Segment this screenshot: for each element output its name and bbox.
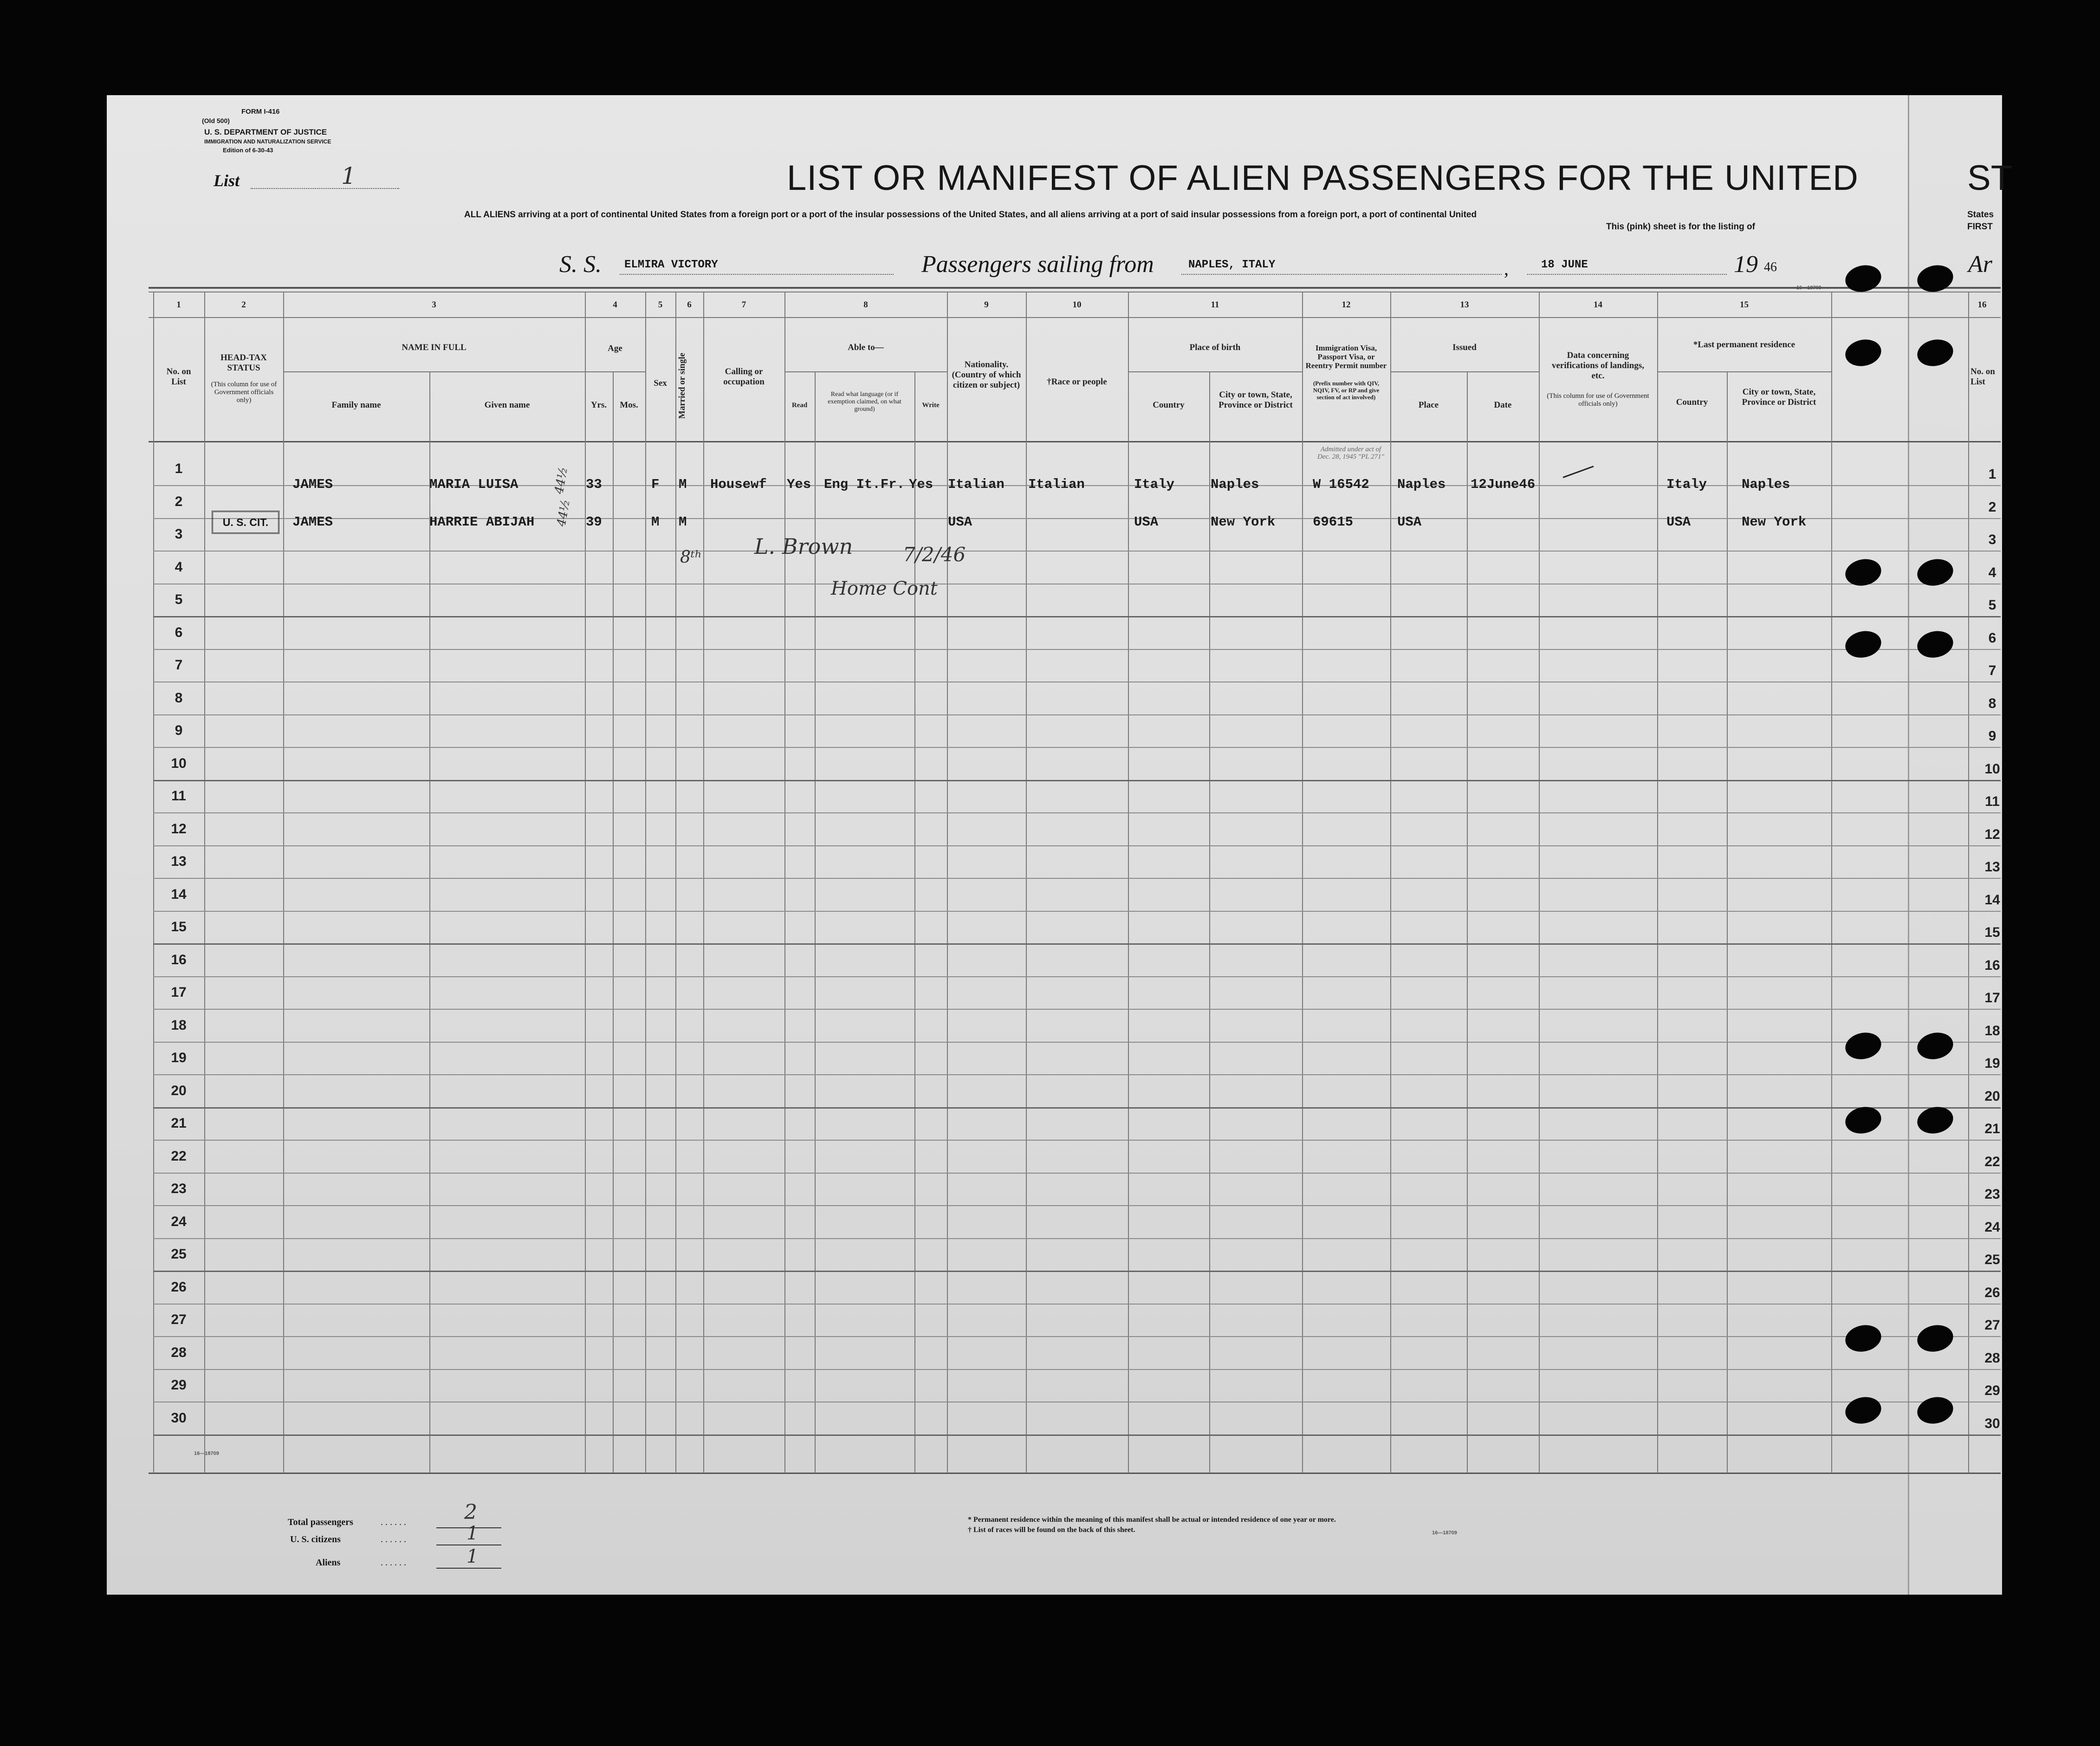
row-number: 16 xyxy=(171,952,187,967)
colnum-16: 16 xyxy=(1977,300,1987,310)
cell-birth-country: USA xyxy=(1134,514,1159,530)
department: U. S. DEPARTMENT OF JUSTICE xyxy=(204,128,327,136)
footnote-races: † List of races will be found on the back of this sheet. xyxy=(968,1526,1135,1534)
row-rule xyxy=(153,943,2001,945)
colnum-15: 15 xyxy=(1740,300,1749,310)
old-number: (Old 500) xyxy=(202,117,230,124)
row-number-right: 7 xyxy=(1988,663,1996,678)
row-number: 14 xyxy=(171,886,187,902)
row-rule xyxy=(153,616,2001,617)
hdr-no-on-list-cut: No. on List xyxy=(1970,367,1995,387)
hdr-given-name: Given name xyxy=(484,400,530,410)
row-rule xyxy=(153,551,2001,552)
list-label: List xyxy=(214,171,240,190)
row-number-right: 30 xyxy=(1984,1415,2000,1431)
row-number-right: 15 xyxy=(1984,925,2000,940)
footnote-residence: * Permanent residence within the meaning of this manifest shall be actual or intended residence of one year or more. xyxy=(968,1516,1336,1524)
col-divider-13a xyxy=(1467,371,1468,1473)
row-rule xyxy=(153,911,2001,912)
row-number-right: 10 xyxy=(1984,761,2000,777)
table-bottom-rule xyxy=(149,1473,2001,1474)
row-rule xyxy=(153,1140,2001,1141)
handwritten-note-1: 8ᵗʰ xyxy=(680,548,702,567)
handwritten-age-mark-1: 44½ xyxy=(552,466,570,495)
cell-issued-place: USA xyxy=(1397,514,1422,530)
hdr-visa: Immigration Visa, Passport Visa, or Reentry Permit number xyxy=(1305,344,1387,370)
left-form-code: 16—18709 xyxy=(194,1451,219,1456)
row-number: 12 xyxy=(171,821,187,837)
issued-sub-rule xyxy=(1390,371,1539,372)
row-number-right: 3 xyxy=(1988,532,1996,547)
hdr-head-tax-note: (This column for use of Government officials only) xyxy=(211,381,277,404)
col-divider-15 xyxy=(1831,292,1832,1473)
col-divider-1 xyxy=(204,292,205,1473)
cell-sex: M xyxy=(651,514,660,530)
row-rule xyxy=(153,1205,2001,1206)
cell-nationality: USA xyxy=(948,514,972,530)
row-number: 25 xyxy=(171,1246,187,1262)
colnum-6: 6 xyxy=(687,300,692,310)
hdr-nationality: Nationality. (Country of which citizen or subject) xyxy=(952,360,1021,390)
comma: , xyxy=(1504,258,1509,279)
colnum-1: 1 xyxy=(176,300,181,310)
row-number-right: 20 xyxy=(1984,1088,2000,1104)
us-citizens-value: 1 xyxy=(467,1523,479,1544)
cell-language: Eng It.Fr. xyxy=(824,477,905,492)
row-rule xyxy=(153,649,2001,650)
row-number: 11 xyxy=(171,788,186,804)
row-number: 26 xyxy=(171,1279,187,1295)
port-name: NAPLES, ITALY xyxy=(1188,259,1276,271)
colnum-3: 3 xyxy=(432,300,436,310)
row-number: 4 xyxy=(175,559,183,575)
colnum-2: 2 xyxy=(241,300,246,310)
aliens-label: Aliens xyxy=(316,1558,341,1568)
form-number: FORM I-416 xyxy=(241,108,280,116)
col-divider-11 xyxy=(1302,292,1303,1473)
row-number-right: 26 xyxy=(1984,1285,2000,1300)
row-number-right: 18 xyxy=(1984,1023,2000,1039)
row-number-right: 12 xyxy=(1984,826,2000,842)
row-number: 8 xyxy=(175,690,183,706)
row-number: 17 xyxy=(171,985,187,1000)
row-rule xyxy=(153,1009,2001,1010)
row-number: 22 xyxy=(171,1148,187,1164)
hdr-res-city: City or town, State, Province or District xyxy=(1742,387,1816,407)
cell-visa: W 16542 xyxy=(1313,477,1369,492)
row-number-right: 29 xyxy=(1984,1383,2000,1398)
col-divider-16 xyxy=(1968,292,1969,1473)
ship-line xyxy=(620,274,894,275)
row-number-right: 23 xyxy=(1984,1187,2000,1202)
row-number: 20 xyxy=(171,1083,187,1098)
row-number-right: 6 xyxy=(1988,630,1996,646)
row-number-right: 14 xyxy=(1984,892,2000,908)
sailing-date: 18 JUNE xyxy=(1541,259,1588,271)
col-divider-10 xyxy=(1128,292,1129,1473)
aliens-dots: . . . . . . xyxy=(381,1558,406,1568)
row-rule xyxy=(153,1074,2001,1075)
col-divider-4 xyxy=(645,292,646,1473)
birth-sub-rule xyxy=(1128,371,1302,372)
row-number-right: 11 xyxy=(1985,794,2000,809)
col-divider-3a xyxy=(429,371,430,1473)
row-rule xyxy=(153,780,2001,781)
cell-write: Yes xyxy=(909,477,933,492)
header-bottom-rule xyxy=(149,441,2001,442)
total-passengers-label: Total passengers xyxy=(288,1517,353,1527)
cell-yrs: 39 xyxy=(586,514,602,530)
bottom-form-code: 16—18709 xyxy=(1432,1530,1457,1536)
us-citizens-dots: . . . . . . xyxy=(381,1534,406,1545)
row-rule xyxy=(153,1107,2001,1109)
hdr-race: †Race or people xyxy=(1047,377,1107,387)
row-number-right: 5 xyxy=(1988,597,1996,613)
row-number-right: 27 xyxy=(1984,1318,2000,1333)
hdr-family-name: Family name xyxy=(331,400,381,410)
hdr-read: Read xyxy=(791,402,808,409)
row-rule xyxy=(153,714,2001,715)
subtitle-line1: ALL ALIENS arriving at a port of continental United States from a foreign port or a port of the insular possessions of the United States, and all aliens arriving at a port of said insular possessions from a foreign port, a port of continental United xyxy=(464,210,1477,220)
row-rule xyxy=(153,976,2001,977)
date-line xyxy=(1527,274,1727,275)
colnum-11: 11 xyxy=(1211,300,1219,310)
cell-nationality: Italian xyxy=(948,477,1005,492)
sailing-label: Passengers sailing from xyxy=(921,251,1154,278)
cell-race: Italian xyxy=(1028,477,1085,492)
col-divider-6 xyxy=(703,292,704,1473)
col-divider-4a xyxy=(613,371,614,1473)
cell-given: HARRIE ABIJAH xyxy=(429,514,535,530)
cell-issued-date: 12June46 xyxy=(1471,477,1536,492)
cell-married: M xyxy=(679,477,687,492)
row-number-right: 19 xyxy=(1984,1056,2000,1071)
col-divider-8 xyxy=(947,292,948,1473)
row-number-right: 17 xyxy=(1984,990,2000,1006)
edition: Edition of 6-30-43 xyxy=(223,147,273,154)
hdr-yrs: Yrs. xyxy=(590,400,607,410)
row-number: 23 xyxy=(171,1181,187,1196)
row-rule xyxy=(153,1271,2001,1272)
row-rule xyxy=(153,1042,2001,1043)
col-divider-3 xyxy=(585,292,586,1473)
col-divider-11a xyxy=(1209,371,1210,1473)
hdr-age: Age xyxy=(608,344,622,353)
row-number-right: 4 xyxy=(1988,565,1996,580)
subtitle-line2: This (pink) sheet is for the listing of xyxy=(1606,222,1755,232)
row-rule xyxy=(153,878,2001,879)
colnum-9: 9 xyxy=(984,300,989,310)
list-value: 1 xyxy=(341,162,356,189)
admission-stamp: Admitted under act of Dec. 28, 1945 "PL 271" xyxy=(1317,446,1384,461)
row-rule xyxy=(153,1434,2001,1436)
row-rule xyxy=(153,845,2001,846)
cell-visa: 69615 xyxy=(1313,514,1354,530)
col-divider-14 xyxy=(1657,292,1658,1473)
row-number-right: 16 xyxy=(1984,957,2000,973)
row-number: 29 xyxy=(171,1377,187,1393)
cell-occupation: Housewf xyxy=(710,477,767,492)
hdr-place-of-birth: Place of birth xyxy=(1189,343,1241,352)
cell-given: MARIA LUISA xyxy=(429,477,519,492)
hdr-data-note: (This column for use of Government officials only) xyxy=(1547,392,1649,408)
cell-res-city: Naples xyxy=(1742,477,1790,492)
manifest-title: LIST OR MANIFEST OF ALIEN PASSENGERS FOR THE UNITED xyxy=(787,158,1859,198)
colnum-13: 13 xyxy=(1460,300,1469,310)
row-number: 15 xyxy=(171,919,187,935)
hdr-head-tax: HEAD-TAX STATUS xyxy=(220,353,267,373)
colnum-4: 4 xyxy=(613,300,617,310)
row-number-right: 28 xyxy=(1984,1350,2000,1366)
col-divider-2 xyxy=(283,292,284,1473)
row-number-right: 13 xyxy=(1984,859,2000,875)
aliens-value: 1 xyxy=(467,1546,479,1567)
col-divider-8b xyxy=(914,371,915,1473)
row-number-right: 24 xyxy=(1984,1219,2000,1235)
row-number-right: 21 xyxy=(1984,1121,2000,1136)
row-number: 2 xyxy=(175,493,183,509)
list-line xyxy=(251,188,399,189)
ss-label: S. S. xyxy=(559,251,602,278)
row-number-right: 9 xyxy=(1988,728,1996,744)
hdr-issued-date: Date xyxy=(1494,400,1512,410)
hdr-calling: Calling or occupation xyxy=(723,367,765,387)
hdr-data-concerning: Data concerning verifications of landings, etc. xyxy=(1552,350,1644,381)
cell-sex: F xyxy=(651,477,660,492)
hdr-birth-country: Country xyxy=(1153,400,1185,410)
hdr-able-to: Able to— xyxy=(848,343,884,352)
row-rule xyxy=(153,1336,2001,1337)
hdr-visa-note: (Prefix number with QIV, NQIV, FV, or RP and give section of act involved) xyxy=(1313,380,1380,401)
colnum-8: 8 xyxy=(863,300,868,310)
row-rule xyxy=(153,812,2001,813)
cell-birth-country: Italy xyxy=(1134,477,1175,492)
handwritten-date: 7/2/46 xyxy=(903,543,966,566)
colnum-7: 7 xyxy=(741,300,746,310)
colnum-12: 12 xyxy=(1342,300,1351,310)
cell-married: M xyxy=(679,514,687,530)
row-number: 13 xyxy=(171,854,187,869)
hdr-birth-city: City or town, State, Province or District xyxy=(1219,390,1293,410)
cell-family: JAMES xyxy=(292,514,333,530)
us-citizens-label: U. S. citizens xyxy=(290,1534,341,1545)
table-top-rule xyxy=(149,287,2001,289)
subtitle-cut2: FIRST xyxy=(1967,222,1993,232)
col-divider-12 xyxy=(1390,292,1391,1473)
row-number: 6 xyxy=(175,624,183,640)
row-number: 21 xyxy=(171,1116,187,1131)
row-number-right: 2 xyxy=(1988,499,1996,515)
row-number: 24 xyxy=(171,1214,187,1229)
row-number: 30 xyxy=(171,1410,187,1426)
row-number: 3 xyxy=(175,526,183,542)
aliens-line xyxy=(436,1568,501,1569)
hdr-sex: Sex xyxy=(654,378,667,388)
total-passengers-value: 2 xyxy=(464,1500,477,1524)
row-number: 5 xyxy=(175,592,183,607)
year-suffix: 46 xyxy=(1764,260,1777,274)
hdr-issued-place: Place xyxy=(1418,400,1439,410)
cell-res-country: Italy xyxy=(1666,477,1707,492)
colnum-10: 10 xyxy=(1072,300,1082,310)
hdr-write: Write xyxy=(922,402,940,409)
row-rule xyxy=(153,1173,2001,1174)
row-number: 9 xyxy=(175,723,183,738)
number-row-rule xyxy=(149,317,2001,318)
hdr-issued: Issued xyxy=(1452,343,1477,352)
cell-family: JAMES xyxy=(292,477,333,492)
hdr-last-residence: *Last permanent residence xyxy=(1693,340,1795,350)
col-divider-5 xyxy=(675,292,676,1473)
row-number-right: 1 xyxy=(1988,467,1996,482)
row-rule xyxy=(153,1304,2001,1305)
row-number-right: 25 xyxy=(1984,1252,2000,1267)
arriving-cut: Ar xyxy=(1968,251,1992,278)
handwritten-signature: L. Brown xyxy=(754,534,853,559)
row-number-right: 22 xyxy=(1984,1154,2000,1169)
colnum-5: 5 xyxy=(658,300,663,310)
row-rule xyxy=(153,1238,2001,1239)
row-number: 28 xyxy=(171,1344,187,1360)
row-number: 10 xyxy=(171,755,187,771)
port-line xyxy=(1181,274,1502,275)
row-rule xyxy=(153,747,2001,748)
handwritten-note-2: Home Cont xyxy=(831,578,938,599)
us-citizen-stamp: U. S. CIT. xyxy=(212,511,279,534)
title-continuation: ST xyxy=(1967,158,2013,198)
col-divider-13 xyxy=(1539,292,1540,1473)
row-number: 7 xyxy=(175,657,183,673)
col-divider-7 xyxy=(784,292,785,1473)
row-number: 18 xyxy=(171,1017,187,1033)
hdr-mos: Mos. xyxy=(620,400,638,410)
age-sub-rule xyxy=(585,371,645,372)
subtitle-cut1: States xyxy=(1967,210,1994,220)
ship-name: ELMIRA VICTORY xyxy=(624,259,718,271)
cell-res-city: New York xyxy=(1742,514,1807,530)
cell-read: Yes xyxy=(787,477,811,492)
hdr-no-on-list: No. on List xyxy=(166,367,191,387)
cell-res-country: USA xyxy=(1666,514,1691,530)
col-divider-9 xyxy=(1026,292,1027,1473)
hdr-name-in-full: NAME IN FULL xyxy=(402,343,467,352)
service: IMMIGRATION AND NATURALIZATION SERVICE xyxy=(204,138,331,145)
total-passengers-dots: . . . . . . xyxy=(381,1517,406,1527)
col-divider-15a xyxy=(1727,371,1728,1473)
cell-birth-city: Naples xyxy=(1211,477,1259,492)
able-sub-rule xyxy=(784,371,947,372)
row-rule xyxy=(153,1369,2001,1370)
residence-sub-rule xyxy=(1657,371,1831,372)
hdr-res-country: Country xyxy=(1676,397,1708,407)
row-number-right: 8 xyxy=(1988,695,1996,711)
year-prefix: 19 xyxy=(1734,251,1758,278)
cell-birth-city: New York xyxy=(1211,514,1276,530)
hdr-read-language: Read what language (or if exemption claimed, on what ground) xyxy=(828,391,901,413)
colnum-14: 14 xyxy=(1594,300,1602,310)
row-number: 19 xyxy=(171,1050,187,1065)
row-number: 1 xyxy=(175,461,183,476)
handwritten-age-mark-2: 44½ xyxy=(554,498,573,528)
row-number: 27 xyxy=(171,1312,187,1327)
cell-yrs: 33 xyxy=(586,477,602,492)
cell-issued-place: Naples xyxy=(1397,477,1446,492)
hdr-married: Married or single xyxy=(677,352,687,419)
